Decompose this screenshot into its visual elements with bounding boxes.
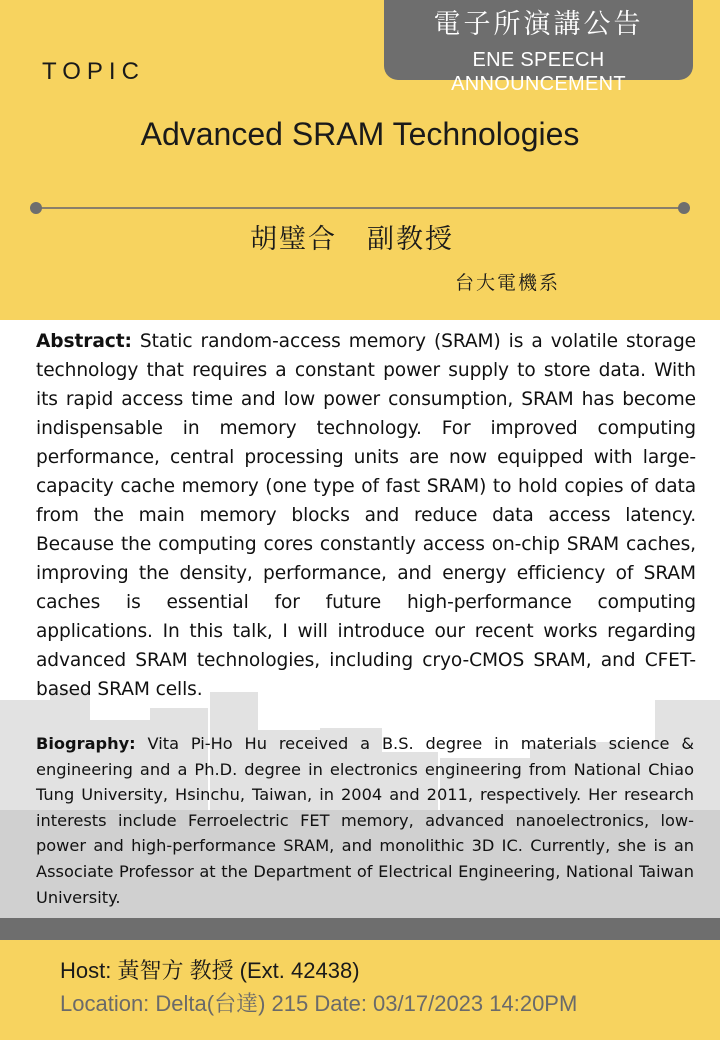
divider-right-dot xyxy=(678,202,690,214)
abstract-label: Abstract: xyxy=(36,331,132,352)
biography-label: Biography: xyxy=(36,734,136,753)
badge-title-en: ENE SPEECH ANNOUNCEMENT xyxy=(451,49,626,95)
abstract-text: Static random-access memory (SRAM) is a volatile storage technology that requires a constant power supply to store data. With its rapid access time and low power consumption, SRAM has become indispensable in memory technology. For improved computing performance, central processing units are now equipped with large-capacity cache memory (one type of fast SRAM) to hold copies of data from the main memory blocks and reduce data access latency. Because the computing cores constantly access on-chip SRAM caches, improving the density, performance, and energy efficiency of SRAM caches is essential for future high-performance computing applications. In this talk, I will introduce our recent works regarding advanced SRAM technologies, including cryo-CMOS SRAM, and CFET-based SRAM cells. xyxy=(36,331,696,700)
divider-left-dot xyxy=(30,202,42,214)
badge-title-zh: 電子所演講公告 xyxy=(433,9,644,40)
speaker-line xyxy=(250,222,454,258)
location-date-info: Location: Delta(台達) 215 Date: 03/17/2023 14:20PM xyxy=(60,991,578,1016)
divider-line xyxy=(36,207,684,209)
abstract-paragraph xyxy=(36,327,696,704)
biography-paragraph xyxy=(36,731,694,910)
speaker-title: 副教授 xyxy=(367,224,454,255)
biography-text: Vita Pi-Ho Hu received a B.S. degree in materials science & engineering and a Ph.D. degree in electronics engineering from National Chiao Tung University, Hsinchu, Taiwan, in 2004 and 2011, respectively. Her research interests include Ferroelectric FET memory, advanced nanoelectronics, low-power and high-performance SRAM, and monolithic 3D IC. Currently, she is an Associate Professor at the Department of Electrical Engineering, National Taiwan University. xyxy=(36,734,694,907)
topic-label: TOPIC xyxy=(42,58,145,85)
speaker-department: 台大電機系 xyxy=(455,272,561,294)
talk-title: Advanced SRAM Technologies xyxy=(140,116,580,152)
footer-separator-band xyxy=(0,918,720,940)
host-info: Host: 黃智方 教授 (Ext. 42438) xyxy=(60,958,360,983)
announcement-badge xyxy=(384,0,693,95)
speaker-name: 胡璧合 xyxy=(250,224,337,255)
